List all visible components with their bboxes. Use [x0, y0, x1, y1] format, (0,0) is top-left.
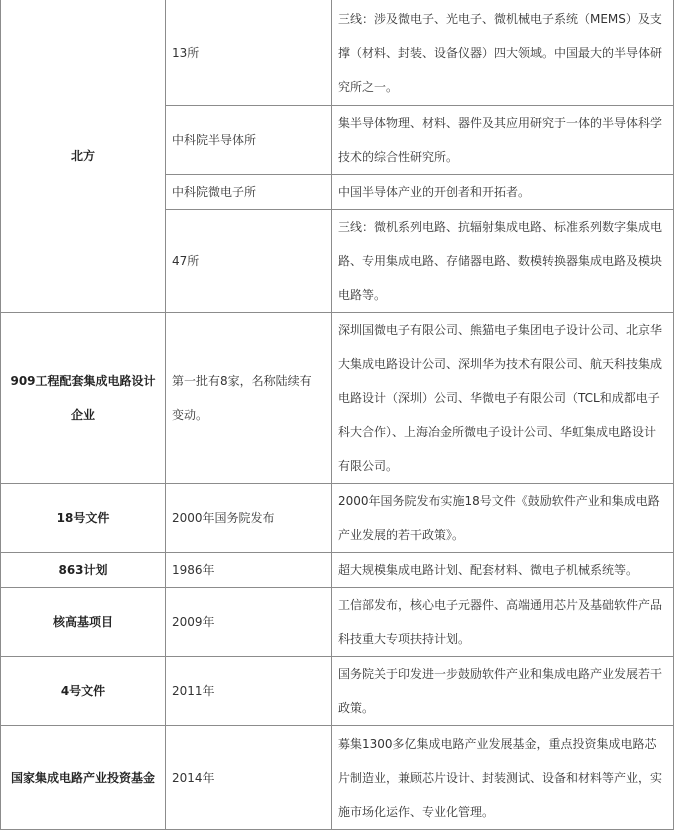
category-cell [1, 588, 166, 657]
description-cell [332, 106, 674, 175]
institution-text: 13所 [172, 45, 200, 60]
institution-text: 中科院半导体所 [172, 133, 257, 147]
description-text: 集半导体物理、材料、器件及其应用研究于一体的半导体科学技术的综合性研究所。 [338, 116, 663, 164]
institution-text: 2009年 [172, 615, 215, 629]
description-text: 三线：涉及微电子、光电子、微机械电子系统（MEMS）及支撑（材料、封装、设备仪器）四大领域。中国最大的半导体研究所之一。 [338, 11, 663, 94]
description-cell [332, 726, 674, 830]
description-cell [332, 210, 674, 313]
description-text: 国务院关于印发进一步鼓励软件产业和集成电路产业发展若干政策。 [338, 667, 663, 715]
category-cell [1, 726, 166, 830]
institution-text: 2011年 [172, 684, 215, 698]
description-text: 中国半导体产业的开创者和开拓者。 [338, 185, 531, 199]
institution-text: 2000年国务院发布 [172, 511, 275, 525]
category-cell [1, 553, 166, 588]
table-row [1, 726, 674, 830]
description-cell [332, 0, 674, 106]
description-text: 深圳国微电子有限公司、熊猫电子集团电子设计公司、北京华大集成电路设计公司、深圳华为技术有限公司、航天科技集成电路设计（深圳）公司、华微电子有限公司（TCL和成都电子科大合作）、上海冶金所微电子设计公司、华虹集成电路设计有限公司。 [338, 323, 663, 473]
category-text: 863计划 [58, 563, 108, 577]
description-text: 超大规模集成电路计划、配套材料、微电子机械系统等。 [338, 563, 639, 577]
description-text: 三线：微机系列电路、抗辐射集成电路、标准系列数字集成电路、专用集成电路、存储器电路、数模转换器集成电路及模块电路等。 [338, 220, 663, 302]
institution-cell [166, 210, 332, 313]
institution-cell [166, 313, 332, 484]
institution-text: 第一批有8家，名称陆续有变动。 [172, 374, 312, 422]
institution-cell [166, 657, 332, 726]
category-text: 909工程配套集成电路设计企业 [10, 374, 156, 422]
description-cell [332, 553, 674, 588]
table-row [1, 553, 674, 588]
table-row [1, 588, 674, 657]
table-row [1, 0, 674, 106]
institution-text: 中科院微电子所 [172, 185, 257, 199]
table-row [1, 484, 674, 553]
institution-cell [166, 553, 332, 588]
category-text: 核高基项目 [52, 615, 113, 629]
description-cell [332, 313, 674, 484]
category-text: 18号文件 [56, 511, 110, 525]
table-row [1, 313, 674, 484]
description-text: 募集1300多亿集成电路产业发展基金，重点投资集成电路芯片制造业，兼顾芯片设计、封装测试、设备和材料等产业，实施市场化运作、专业化管理。 [338, 736, 663, 819]
institution-text: 1986年 [172, 563, 215, 577]
description-cell [332, 484, 674, 553]
institution-text: 47所 [172, 254, 200, 268]
institution-cell [166, 484, 332, 553]
category-cell [1, 313, 166, 484]
institution-cell [166, 0, 332, 106]
description-cell [332, 588, 674, 657]
institution-cell [166, 726, 332, 830]
category-text: 北方 [70, 149, 95, 163]
description-text: 工信部发布，核心电子元器件、高端通用芯片及基础软件产品科技重大专项扶持计划。 [338, 598, 663, 646]
institution-cell [166, 588, 332, 657]
institution-cell [166, 175, 332, 210]
institution-text: 2014年 [172, 770, 215, 785]
category-text: 国家集成电路产业投资基金 [10, 770, 155, 785]
description-cell [332, 175, 674, 210]
category-text: 4号文件 [60, 684, 106, 698]
description-cell [332, 657, 674, 726]
description-text: 2000年国务院发布实施18号文件《鼓励软件产业和集成电路产业发展的若干政策》。 [338, 494, 660, 542]
category-cell [1, 657, 166, 726]
category-cell [1, 0, 166, 313]
category-cell [1, 484, 166, 553]
table-row [1, 657, 674, 726]
institution-cell [166, 106, 332, 175]
